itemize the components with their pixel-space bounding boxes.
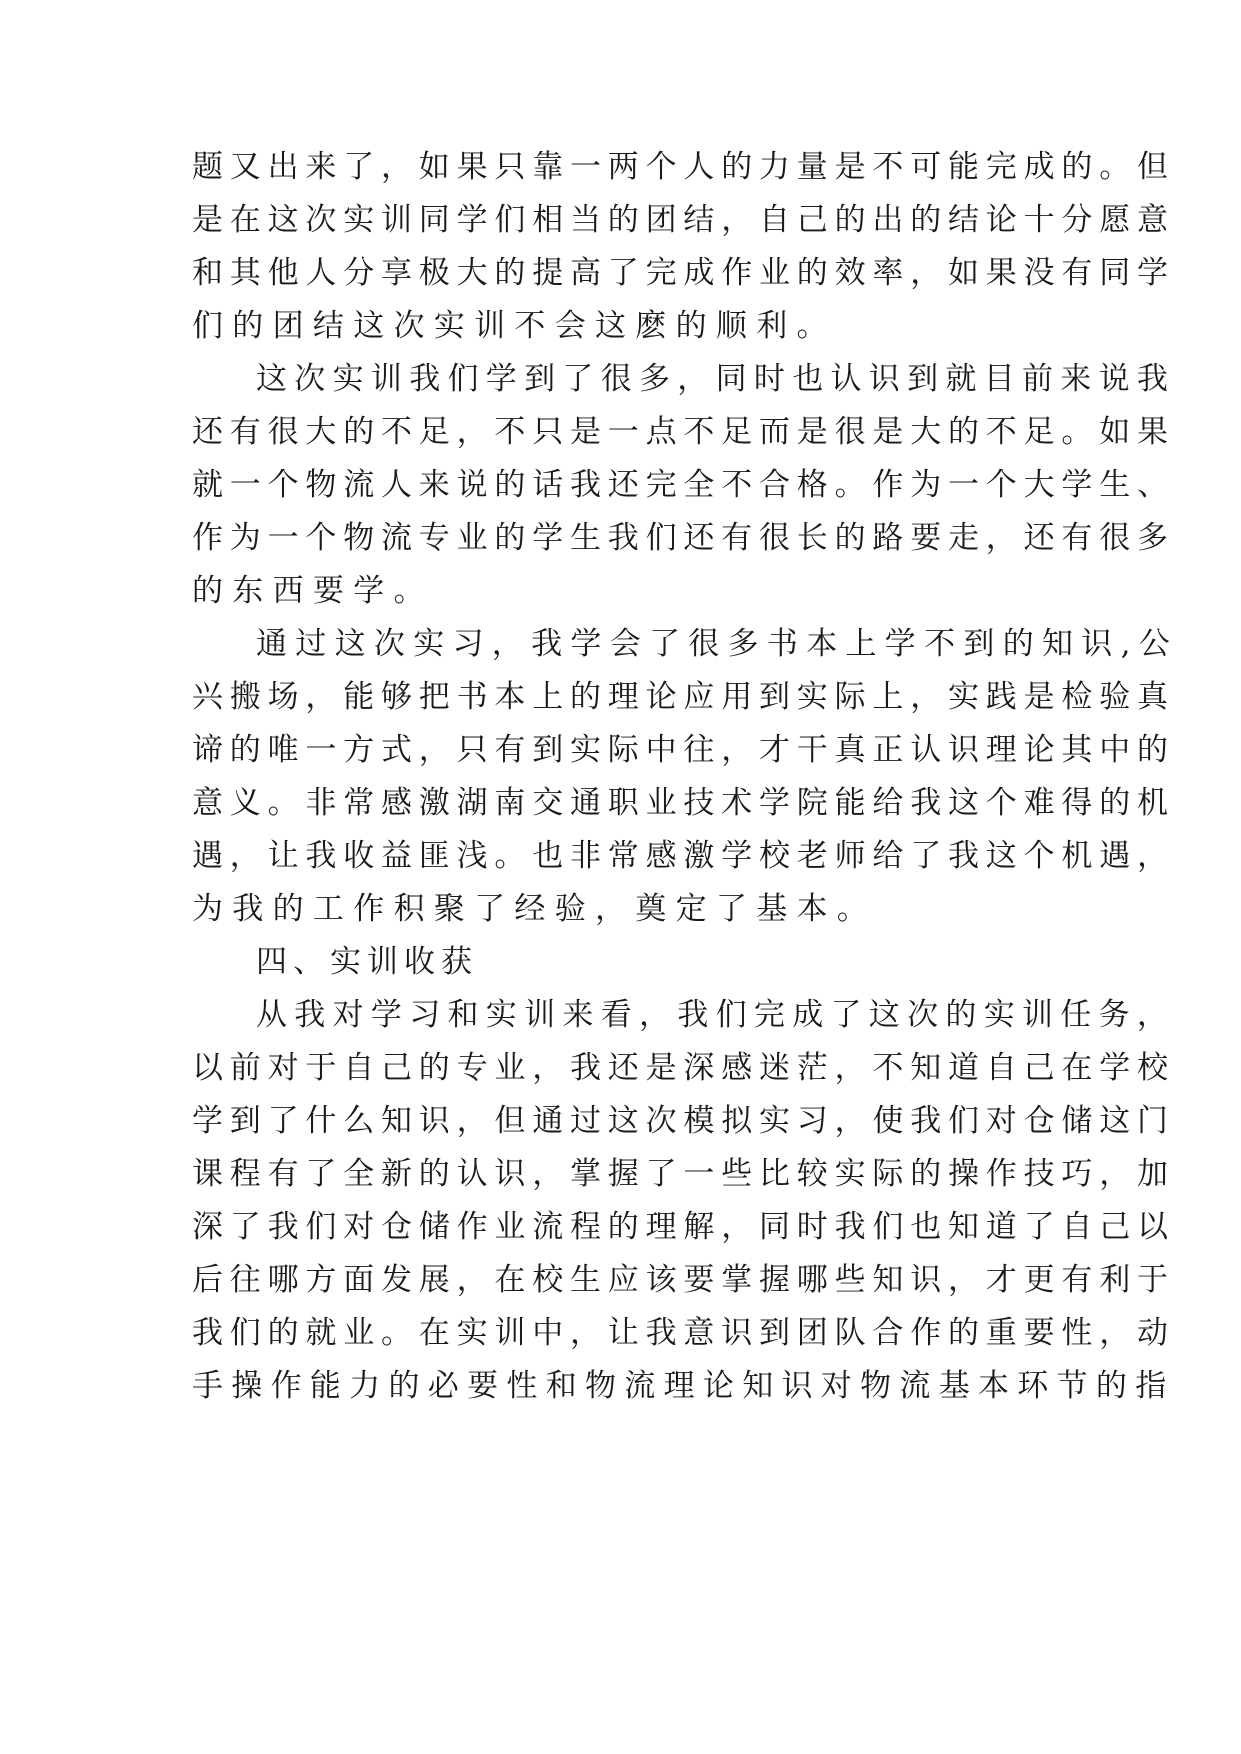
text-line: 是在这次实训同学们相当的团结，自己的出的结论十分愿意 bbox=[192, 202, 1175, 238]
text-line: 们的团结这次实训不会这麽的顺利。 bbox=[192, 308, 837, 344]
text-line: 我们的就业。在实训中，让我意识到团队合作的重要性，动 bbox=[192, 1315, 1175, 1351]
text-line: 遇，让我收益匪浅。也非常感激学校老师给了我这个机遇， bbox=[192, 838, 1175, 874]
text-line: 和其他人分享极大的提高了完成作业的效率，如果没有同学 bbox=[192, 255, 1175, 291]
text-line: 课程有了全新的认识，掌握了一些比较实际的操作技巧，加 bbox=[192, 1156, 1175, 1192]
text-line: 后往哪方面发展，在校生应该要掌握哪些知识，才更有利于 bbox=[192, 1262, 1175, 1298]
text-line: 学到了什么知识，但通过这次模拟实习，使我们对仓储这门 bbox=[192, 1103, 1175, 1139]
text-line: 深了我们对仓储作业流程的理解，同时我们也知道了自己以 bbox=[192, 1209, 1175, 1245]
text-line: 题又出来了，如果只靠一两个人的力量是不可能完成的。但 bbox=[192, 149, 1175, 185]
text-line: 的东西要学。 bbox=[192, 573, 434, 609]
text-line: 谛的唯一方式，只有到实际中往，才干真正认识理论其中的 bbox=[192, 732, 1175, 768]
text-line: 作为一个物流专业的学生我们还有很长的路要走，还有很多 bbox=[192, 520, 1175, 556]
text-line: 手操作能力的必要性和物流理论知识对物流基本环节的指 bbox=[192, 1368, 1175, 1404]
paragraph-first-line: 这次实训我们学到了很多，同时也认识到就目前来说我 bbox=[256, 361, 1176, 397]
text-line: 就一个物流人来说的话我还完全不合格。作为一个大学生、 bbox=[192, 467, 1175, 503]
section-heading: 四、实训收获 bbox=[256, 944, 478, 980]
text-line: 兴搬场，能够把书本上的理论应用到实际上，实践是检验真 bbox=[192, 679, 1175, 715]
text-line: 以前对于自己的专业，我还是深感迷茫，不知道自己在学校 bbox=[192, 1050, 1175, 1086]
text-line: 还有很大的不足，不只是一点不足而是很是大的不足。如果 bbox=[192, 414, 1175, 450]
text-line: 为我的工作积聚了经验，奠定了基本。 bbox=[192, 891, 878, 927]
paragraph-first-line: 通过这次实习，我学会了很多书本上学不到的知识,公 bbox=[256, 626, 1179, 662]
paragraph-first-line: 从我对学习和实训来看，我们完成了这次的实训任务， bbox=[256, 997, 1176, 1033]
text-line: 意义。非常感激湖南交通职业技术学院能给我这个难得的机 bbox=[192, 785, 1175, 821]
